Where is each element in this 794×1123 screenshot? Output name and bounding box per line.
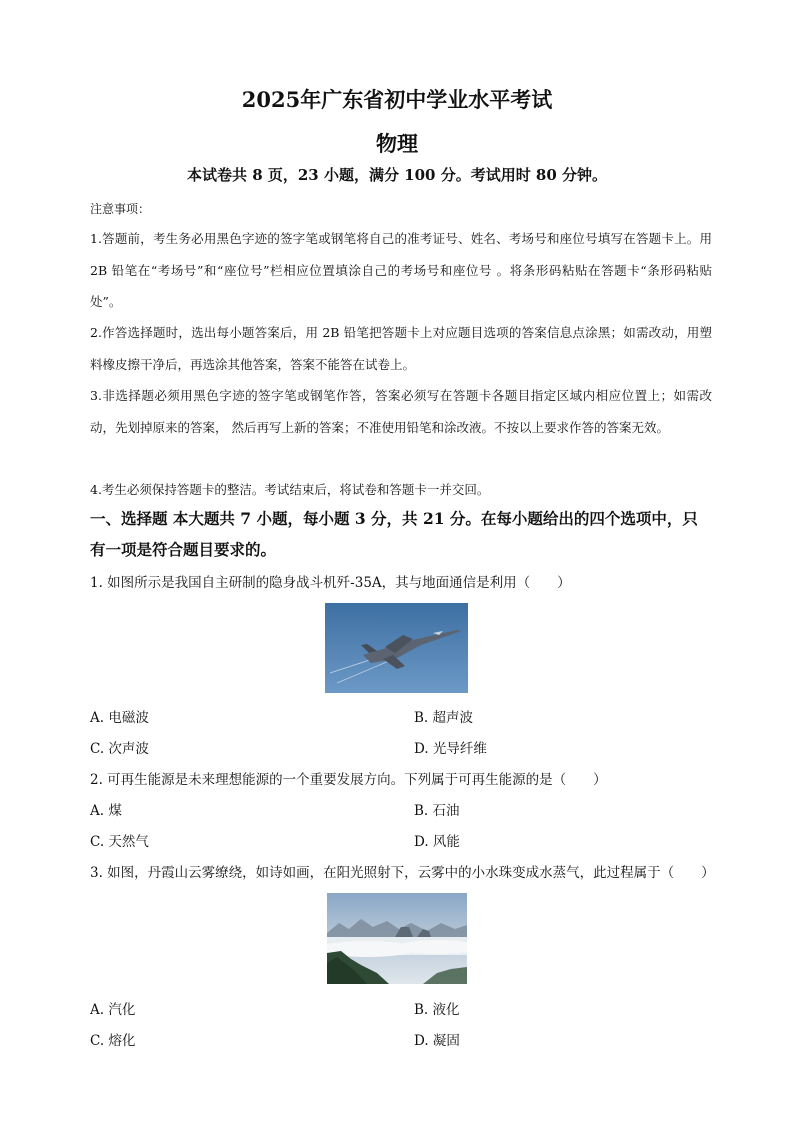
question-3-option-c: C. 熔化 bbox=[90, 1033, 136, 1049]
question-3-option-b: B. 液化 bbox=[414, 1002, 460, 1018]
danxia-mountain-clouds-photo bbox=[327, 893, 467, 984]
exam-info: 本试卷共 8 页，23 小题，满分 100 分。考试用时 80 分钟。 bbox=[186, 166, 608, 184]
question-1-option-d: D. 光导纤维 bbox=[414, 741, 487, 757]
notes-heading: 注意事项： bbox=[90, 202, 151, 216]
note-item-2: 2.作答选择题时，选出每小题答案后，用 2B 铅笔把答题卡上对应题目选项的答案信息点涂黑；如需改动，用塑料橡皮擦干净后，再选涂其他答案，答案不能答在试卷上。 bbox=[90, 325, 712, 372]
fighter-jet-photo bbox=[325, 603, 468, 693]
question-1-stem: 1. 如图所示是我国自主研制的隐身战斗机歼-35A，其与地面通信是利用（ ） bbox=[90, 575, 571, 591]
question-3-option-a: A. 汽化 bbox=[90, 1002, 136, 1018]
question-1-option-a: A. 电磁波 bbox=[90, 710, 149, 726]
question-2-option-b: B. 石油 bbox=[414, 803, 460, 819]
question-2-stem: 2. 可再生能源是未来理想能源的一个重要发展方向。下列属于可再生能源的是（ ） bbox=[90, 772, 607, 788]
note-item-1: 1.答题前，考生务必用黑色字迹的签字笔或钢笔将自己的准考证号、姓名、考场号和座位号填写在答题卡上。用 2B 铅笔在“考场号”和“座位号”栏相应位置填涂自己的考场号和座位号 。将条形码粘贴在答题卡“条形码粘贴处”。 bbox=[90, 231, 712, 309]
question-2-option-c: C. 天然气 bbox=[90, 834, 149, 850]
question-3-option-d: D. 凝固 bbox=[414, 1033, 460, 1049]
note-item-4: 4.考生必须保持答题卡的整洁。考试结束后，将试卷和答题卡一并交回。 bbox=[90, 482, 490, 497]
question-1-option-b: B. 超声波 bbox=[414, 710, 474, 726]
subject-title: 物理 bbox=[376, 131, 418, 156]
question-2-option-d: D. 风能 bbox=[414, 834, 460, 850]
question-2-option-a: A. 煤 bbox=[90, 803, 122, 819]
exam-title: 2025年广东省初中学业水平考试 bbox=[241, 87, 553, 112]
question-1-option-c: C. 次声波 bbox=[90, 741, 149, 757]
note-item-3: 3.非选择题必须用黑色字迹的签字笔或钢笔作答，答案必须写在答题卡各题目指定区域内相应位置上；如需改动，先划掉原来的答案， 然后再写上新的答案；不准使用铅笔和涂改液。不按以上要求作答的答案无效。 bbox=[90, 388, 712, 435]
question-3-stem: 3. 如图，丹霞山云雾缭绕，如诗如画，在阳光照射下，云雾中的小水珠变成水蒸气，此过程属于（ ） bbox=[90, 865, 715, 881]
section-heading: 一、选择题 本大题共 7 小题，每小题 3 分，共 21 分。在每小题给出的四个选项中，只有一项是符合题目要求的。 bbox=[90, 509, 698, 559]
